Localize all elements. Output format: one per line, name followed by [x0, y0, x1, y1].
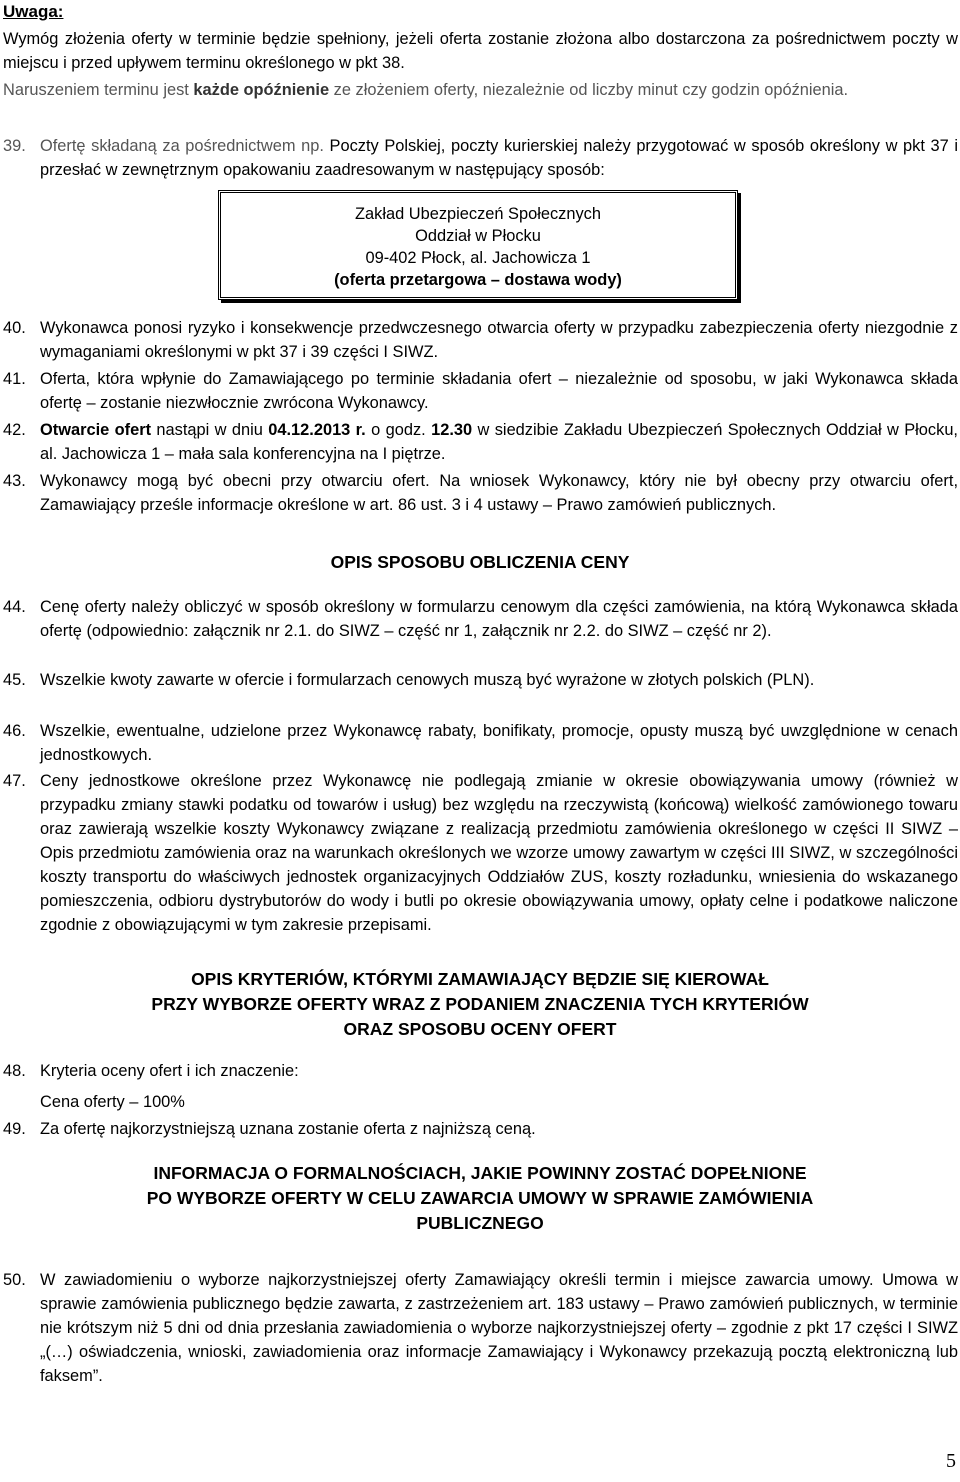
- item-47: [3, 769, 958, 937]
- item-40-text: Wykonawca ponosi ryzyko i konsekwencje przedwczesnego otwarcia oferty w przypadku zabezpieczenia oferty niezgodnie z wymaganiami określonymi w pkt 37 i 39 części I SIWZ.: [40, 319, 958, 361]
- heading-line: OPIS KRYTERIÓW, KTÓRYMI ZAMAWIAJĄCY BĘDZIE SIĘ KIEROWAŁ: [191, 969, 769, 989]
- item-43: [3, 469, 958, 517]
- item-42-text-2: o godz.: [365, 421, 432, 439]
- item-46-text: Wszelkie, ewentualne, udzielone przez Wykonawcę rabaty, bonifikaty, promocje, opusty muszą być uwzględnione w cenach jednostkowych.: [40, 722, 958, 764]
- item-41: [3, 367, 958, 415]
- note-p2-bold: każde opóźnienie: [193, 81, 330, 99]
- page-number: 5: [946, 1450, 956, 1472]
- item-number: 46.: [3, 722, 26, 740]
- address-line-1: Zakład Ubezpieczeń Społecznych: [355, 205, 601, 223]
- item-44-text: Cenę oferty należy obliczyć w sposób określony w formularzu cenowym dla części zamówienia, na którą Wykonawca składa ofertę (odpowiednio: załącznik nr 2.1. do SIWZ – część nr 1, załącznik nr 2.2. do SIWZ – część nr 2).: [40, 598, 958, 640]
- item-number: 43.: [3, 472, 26, 490]
- item-number: 49.: [3, 1120, 26, 1138]
- address-box: [218, 190, 738, 300]
- heading-line: PUBLICZNEGO: [416, 1213, 544, 1233]
- note-title: Uwaga:: [3, 2, 64, 21]
- heading-line: ORAZ SPOSOBU OCENY OFERT: [343, 1019, 617, 1039]
- item-49: [3, 1117, 958, 1141]
- heading-line: PO WYBORZE OFERTY W CELU ZAWARCIA UMOWY W SPRAWIE ZAMÓWIENIA: [146, 1188, 814, 1208]
- item-number: 39.: [3, 137, 26, 155]
- item-number: 41.: [3, 370, 26, 388]
- section-heading-price: OPIS SPOSOBU OBLICZENIA CENY: [330, 552, 630, 572]
- item-number: 42.: [3, 421, 26, 439]
- item-number: 47.: [3, 772, 26, 790]
- note-paragraph-1: Wymóg złożenia oferty w terminie będzie spełniony, jeżeli oferta zostanie złożona albo dostarczona za pośrednictwem poczty w miejscu i przed upływem terminu określonego w pkt 38.: [3, 30, 958, 72]
- item-39-grey: Ofertę składaną za pośrednictwem np.: [40, 137, 324, 155]
- section-heading-criteria: [0, 967, 960, 1042]
- item-50-text: W zawiadomieniu o wyborze najkorzystniejszej oferty Zamawiający określi termin i miejsce zawarcia umowy. Umowa w sprawie zamówienia publicznego będzie zawarta, z zastrzeżeniem art. 183 ustawy – Prawo zamówień publicznych, w terminie nie krótszym niż 5 dni od dnia przesłania zawiadomienia o wyborze najkorzystniejszej oferty – zgodnie z pkt 17 części I SIWZ „(…) oświadczenia, wnioski, zawiadomienia oraz informacje Zamawiający i Wykonawcy przekazują pocztą elektroniczną lub faksem”.: [40, 1271, 958, 1385]
- address-line-2: Oddział w Płocku: [415, 227, 541, 245]
- note-p2-pre: Naruszeniem terminu jest: [3, 81, 194, 99]
- item-47-text: Ceny jednostkowe określone przez Wykonawcę nie podlegają zmianie w okresie obowiązywania umowy (również w przypadku zmiany stawki podatku od towarów i usług) bez względu na rzeczywistą (końcową) wielkość zamówionego towaru oraz zawierają wszelkie koszty Wykonawcy związane z realizacją przedmiotu zamówienia określonego w części II SIWZ – Opis przedmiotu zamówienia oraz na warunkach określonych we wzorze umowy zawartym w części III SIWZ, w szczególności koszty transportu do właściwych jednostek organizacyjnych Oddziałów ZUS, koszty rozładunku, wniesienia do wskazanego pomieszczenia, odbioru dystrybutorów do wody i butli po okresie obowiązywania umowy, opłaty celne i podatkowe naliczone zgodnie z obowiązującymi w tym zakresie przepisami.: [40, 772, 958, 934]
- item-number: 44.: [3, 598, 26, 616]
- item-46: [3, 719, 958, 767]
- item-42-time: 12.30: [431, 421, 473, 439]
- item-45-text: Wszelkie kwoty zawarte w ofercie i formularzach cenowych muszą być wyrażone w złotych polskich (PLN).: [40, 671, 815, 689]
- item-40: [3, 316, 958, 364]
- item-39: [3, 134, 958, 182]
- item-42-date: 04.12.2013 r.: [268, 421, 366, 439]
- heading-line: INFORMACJA O FORMALNOŚCIACH, JAKIE POWINNY ZOSTAĆ DOPEŁNIONE: [153, 1163, 807, 1183]
- section-heading-formalities: [0, 1161, 960, 1236]
- item-43-text: Wykonawcy mogą być obecni przy otwarciu ofert. Na wniosek Wykonawcy, który nie był obecny przy otwarciu ofert, Zamawiający prześle informacje określone w art. 86 ust. 3 i 4 ustawy – Prawo zamówień publicznych.: [40, 472, 958, 514]
- item-48: [3, 1059, 958, 1114]
- item-number: 40.: [3, 319, 26, 337]
- heading-line: PRZY WYBORZE OFERTY WRAZ Z PODANIEM ZNACZENIA TYCH KRYTERIÓW: [151, 994, 809, 1014]
- address-line-3: 09-402 Płock, al. Jachowicza 1: [365, 249, 591, 267]
- item-number: 50.: [3, 1271, 26, 1289]
- note-p2-post: ze złożeniem oferty, niezależnie od liczby minut czy godzin opóźnienia.: [329, 81, 849, 99]
- item-39-text: Poczty Polskiej, poczty kurierskiej należy przygotować w sposób określony w pkt 37 i przesłać w zewnętrznym opakowaniu zaadresowanym w następujący sposób:: [40, 137, 958, 179]
- address-line-4: (oferta przetargowa – dostawa wody): [334, 271, 622, 289]
- item-50: [3, 1268, 958, 1388]
- item-41-text: Oferta, która wpłynie do Zamawiającego po terminie składania ofert – niezależnie od sposobu, w jaki Wykonawca składa ofertę – zostanie niezwłocznie zwrócona Wykonawcy.: [40, 370, 958, 412]
- item-49-text: Za ofertę najkorzystniejszą uznana zostanie oferta z najniższą ceną.: [40, 1120, 536, 1138]
- item-42-bold-1: Otwarcie ofert: [40, 421, 152, 439]
- item-42-text-1: nastąpi w dniu: [151, 421, 269, 439]
- item-42-text-3: w siedzibie Zakładu Ubezpieczeń Społecznych Oddział w Płocku, al. Jachowicza 1 – mała sala konferencyjna na I piętrze.: [40, 421, 958, 463]
- item-number: 48.: [3, 1062, 26, 1080]
- item-48-text: Kryteria oceny ofert i ich znaczenie:: [40, 1062, 299, 1080]
- item-45: [3, 668, 958, 692]
- item-48-criterion: Cena oferty – 100%: [40, 1093, 185, 1111]
- item-42: [3, 418, 958, 466]
- item-44: [3, 595, 958, 643]
- note-paragraph-2: [3, 78, 958, 102]
- item-number: 45.: [3, 671, 26, 689]
